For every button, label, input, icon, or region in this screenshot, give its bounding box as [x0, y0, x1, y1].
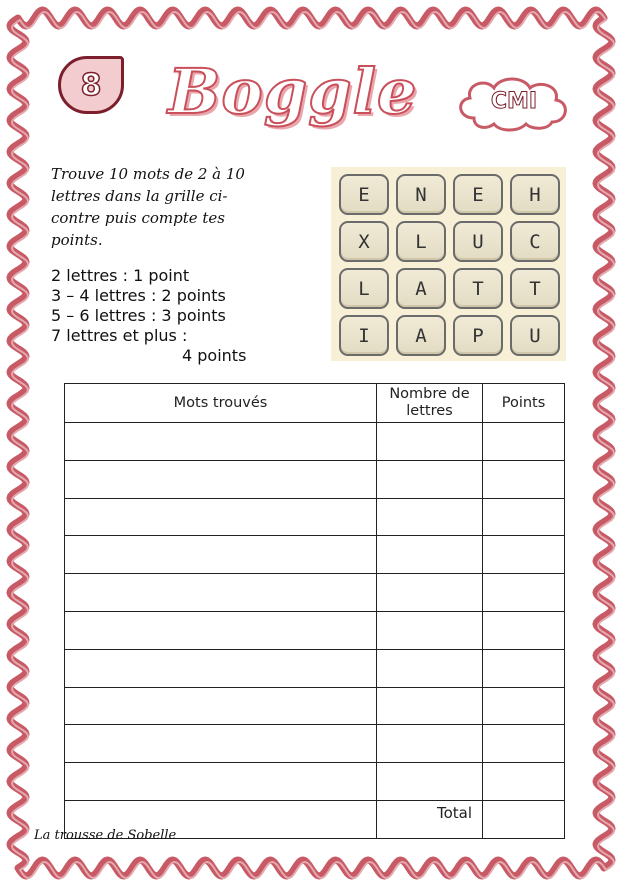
letter-tile: C	[510, 221, 560, 262]
letter-count-cell[interactable]	[377, 498, 483, 536]
word-cell[interactable]	[65, 574, 377, 612]
letter-count-cell[interactable]	[377, 725, 483, 763]
word-cell[interactable]	[65, 611, 377, 649]
table-row	[65, 574, 565, 612]
word-cell[interactable]	[65, 536, 377, 574]
total-cell[interactable]	[483, 800, 565, 838]
points-cell[interactable]	[483, 460, 565, 498]
word-cell[interactable]	[65, 687, 377, 725]
scoring-rule: 3 – 4 lettres : 2 points	[51, 286, 226, 305]
letter-tile: X	[339, 221, 389, 262]
table-row	[65, 536, 565, 574]
word-cell[interactable]	[65, 498, 377, 536]
header-words-found: Mots trouvés	[65, 384, 377, 423]
header-letter-count: Nombre de lettres	[377, 384, 483, 423]
word-cell[interactable]	[65, 725, 377, 763]
points-cell[interactable]	[483, 763, 565, 801]
letter-count-cell[interactable]	[377, 574, 483, 612]
letter-tile: L	[396, 221, 446, 262]
table-row	[65, 725, 565, 763]
exercise-number: 8	[80, 67, 102, 103]
letter-count-cell[interactable]	[377, 611, 483, 649]
letter-tile: T	[510, 268, 560, 309]
word-cell[interactable]	[65, 649, 377, 687]
points-cell[interactable]	[483, 574, 565, 612]
total-label: Total	[377, 800, 483, 838]
letter-count-cell[interactable]	[377, 536, 483, 574]
letter-grid	[339, 174, 560, 356]
footer-credit: La trousse de Sobelle	[34, 828, 177, 843]
table-row	[65, 687, 565, 725]
letter-tile: L	[339, 268, 389, 309]
letter-count-cell[interactable]	[377, 460, 483, 498]
letter-tile: E	[339, 174, 389, 215]
points-cell[interactable]	[483, 725, 565, 763]
points-cell[interactable]	[483, 423, 565, 461]
scoring-rule: 7 lettres et plus :	[51, 326, 188, 345]
points-cell[interactable]	[483, 536, 565, 574]
letter-tile: T	[453, 268, 503, 309]
letter-count-cell[interactable]	[377, 763, 483, 801]
letter-tile: P	[453, 315, 503, 356]
table-row	[65, 611, 565, 649]
scoring-rule: 5 – 6 lettres : 3 points	[51, 306, 226, 325]
letter-tile: E	[453, 174, 503, 215]
level-label: CMI	[490, 89, 538, 114]
scoring-rules	[51, 266, 281, 366]
table-row	[65, 649, 565, 687]
page-title: Boggle	[168, 55, 418, 128]
header-points: Points	[483, 384, 565, 423]
letter-count-cell[interactable]	[377, 423, 483, 461]
letter-tile: I	[339, 315, 389, 356]
table-row	[65, 423, 565, 461]
letter-tile: H	[510, 174, 560, 215]
word-cell[interactable]	[65, 460, 377, 498]
letter-tile: A	[396, 268, 446, 309]
points-cell[interactable]	[483, 649, 565, 687]
words-table	[64, 383, 565, 839]
table-row	[65, 460, 565, 498]
letter-count-cell[interactable]	[377, 687, 483, 725]
letter-tile: N	[396, 174, 446, 215]
points-cell[interactable]	[483, 611, 565, 649]
letter-count-cell[interactable]	[377, 649, 483, 687]
table-row	[65, 498, 565, 536]
word-cell[interactable]	[65, 763, 377, 801]
letter-tile: U	[453, 221, 503, 262]
points-cell[interactable]	[483, 687, 565, 725]
points-cell[interactable]	[483, 498, 565, 536]
word-cell[interactable]	[65, 423, 377, 461]
letter-tile: A	[396, 315, 446, 356]
letter-tile: U	[510, 315, 560, 356]
exercise-number-badge	[58, 56, 124, 114]
scoring-rule: 2 lettres : 1 point	[51, 266, 190, 285]
scoring-rule: 4 points	[182, 346, 247, 365]
table-row	[65, 763, 565, 801]
instructions-text: Trouve 10 mots de 2 à 10 lettres dans la grille ci-contre puis compte tes points.	[51, 165, 245, 249]
